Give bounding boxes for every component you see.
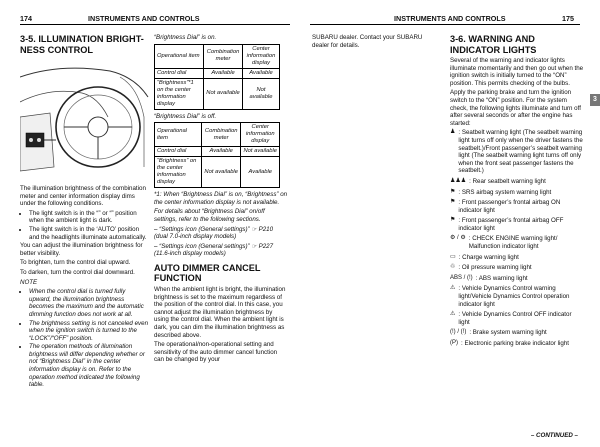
- reference-link[interactable]: – “Settings icon (General settings)” ☞ P227 (11.6-inch display models): [154, 242, 274, 258]
- carryover-paragraph: SUBARU dealer. Contact your SUBARU dealer for details.: [312, 34, 423, 49]
- passenger-airbag-on-icon: ⚑: [450, 199, 456, 206]
- auto-dimmer-paragraph-2: The operational/non-operational setting and sensitivity of the auto dimmer cancel function can be changed by your: [154, 341, 278, 364]
- list-item: [450, 129, 584, 175]
- table-header: Center information display: [241, 123, 280, 147]
- conditions-list: [20, 210, 148, 241]
- list-item: [450, 178, 584, 186]
- list-item: [450, 254, 584, 262]
- brake-icon: (!) / (!): [450, 329, 467, 336]
- parking-brake-icon: (P): [450, 340, 458, 346]
- light-description: : Rear seatbelt warning light: [469, 177, 546, 185]
- table-header: Combination meter: [201, 123, 241, 147]
- intro-paragraph-2: Apply the parking brake and turn the ignition switch to the “ON” position. For the system check, the following lights illuminate and turn off after several seconds or after the engine has started:: [450, 89, 581, 127]
- light-description: : Vehicle Dynamics Control warning light/Vehicle Dynamics Control operation indicator light: [458, 285, 570, 308]
- abs-icon: ABS / (!): [450, 274, 473, 281]
- table-cell: Not available: [243, 78, 280, 109]
- table-cell: Available: [241, 157, 280, 188]
- light-description: : Charge warning light: [458, 253, 519, 261]
- charge-icon: ▭: [450, 253, 456, 260]
- table-off-caption: “Brightness Dial” is off.: [154, 112, 217, 120]
- seatbelt-icon: ♟: [450, 129, 456, 136]
- subsection-title: AUTO DIMMER CANCEL FUNCTION: [154, 262, 261, 284]
- dashboard-illustration: [20, 57, 150, 185]
- list-item: • The light switch is in the “” or “” position when the ambient light is dark.: [29, 210, 148, 225]
- list-item: [450, 264, 584, 272]
- list-item: [450, 189, 584, 197]
- table-cell: Available: [243, 68, 280, 78]
- right-column: [154, 34, 288, 366]
- table-cell: Not available: [201, 157, 241, 188]
- brightness-dial-off-table: [154, 122, 280, 188]
- table-cell: “Brightness” on the center information display: [155, 157, 202, 188]
- left-column: [20, 34, 148, 390]
- table-cell: Not available: [241, 147, 280, 157]
- list-item: • The light switch is in the ‘AUTO’ position and the headlights illuminate automatically.: [29, 226, 148, 241]
- light-description: : Vehicle Dynamics Control OFF indicator light: [458, 311, 572, 326]
- list-item: [450, 275, 584, 283]
- page-number: 175: [562, 14, 574, 23]
- intro-paragraph: The illumination brightness of the combination meter and center information display dims under the following conditions.: [20, 185, 146, 208]
- list-item: [450, 235, 584, 250]
- auto-dimmer-paragraph: When the ambient light is bright, the illumination brightness is set to the maximum regardless of the position of the control dial. In this case, you cannot adjust the illumination brightness by using the control dial. When the ambient light is dark, you can dim the illumination brightness as described above.: [154, 285, 286, 339]
- light-description: : ABS warning light: [475, 274, 528, 282]
- table-header: Operational item: [155, 123, 202, 147]
- vdc-icon: ⚠: [450, 285, 456, 292]
- oil-pressure-icon: ♲: [450, 264, 456, 271]
- darken-paragraph: To darken, turn the control dial downward.: [20, 268, 135, 276]
- table-cell: Control dial: [155, 68, 204, 78]
- light-description: : Front passenger’s frontal airbag ON indicator light: [458, 199, 561, 214]
- table-cell: Available: [204, 68, 243, 78]
- footnote: *1: When “Brightness Dial” is on, “Brightness” on the center information display is not available.: [154, 191, 288, 206]
- table-header: Operational item: [155, 44, 204, 68]
- header-rule: [20, 24, 290, 25]
- light-description: : Front passenger’s frontal airbag OFF indicator light: [458, 217, 564, 232]
- airbag-icon: ⚑: [450, 188, 456, 195]
- section-title: 3-6. WARNING AND INDICATOR LIGHTS: [450, 34, 537, 55]
- note-label: NOTE: [20, 278, 38, 286]
- table-header: Center information display: [243, 44, 280, 68]
- list-item: [450, 311, 584, 326]
- right-column: [450, 34, 584, 351]
- left-column: [312, 34, 438, 51]
- light-description: : Electronic parking brake indicator light: [461, 340, 569, 347]
- list-item: [450, 199, 584, 214]
- list-item: [450, 340, 584, 348]
- continued-label: – CONTINUED –: [530, 432, 578, 439]
- passenger-airbag-off-icon: ⚑: [450, 217, 456, 224]
- header-rule: [310, 24, 580, 25]
- rear-seatbelt-icon: ♟♟♟: [450, 177, 467, 184]
- table-cell: “Brightness”*1 on the center information display: [155, 78, 204, 109]
- check-engine-icon: ⚙ / ⚙: [450, 235, 466, 242]
- adjust-paragraph: You can adjust the illumination brightness for better visibility.: [20, 242, 143, 257]
- light-description: : CHECK ENGINE warning light/ Malfunction indicator light: [468, 235, 558, 251]
- reference-link[interactable]: – “Settings icon (General settings)” ☞ P210 (dual 7.0-inch display models): [154, 225, 274, 241]
- list-item: [450, 285, 584, 308]
- instrument-panel-drawing: [20, 57, 150, 177]
- light-description: : SRS airbag system warning light: [458, 188, 552, 196]
- list-item: [450, 217, 584, 232]
- table-header: Combination meter: [204, 44, 243, 68]
- list-item: • When the control dial is turned fully upward, the illumination brightness becomes the maximum and the automatic dimming function does not work at all.: [29, 288, 148, 318]
- vdc-off-icon: ⚠: [450, 311, 456, 318]
- intro-paragraph: Several of the warning and indicator lights illuminate momentarily and then go out when the ignition switch is initially turned to the “ON” position. This permits checking of the bulbs.: [450, 57, 584, 87]
- list-item: • The operation methods of illumination brightness will differ depending whether or not “Brightness Dial” in the center information display is on. Refer to the operation method indicated the following table.: [29, 343, 148, 389]
- table-cell: Control dial: [155, 147, 202, 157]
- light-description: : Brake system warning light: [469, 329, 547, 337]
- page-number: 174: [20, 14, 32, 23]
- light-description: : Seatbelt warning light (The seatbelt warning light turns off only when the driver fastens the seatbelt.)/Front passenger’s seatbelt warning light (The seatbelt warning light turns off only when the front seat passenger fastens the seatbelt.): [458, 129, 583, 175]
- warning-lights-list: [450, 129, 584, 347]
- note-list: [20, 288, 148, 389]
- table-cell: Available: [201, 147, 241, 157]
- brighten-paragraph: To brighten, turn the control dial upward.: [20, 259, 131, 267]
- running-header: INSTRUMENTS AND CONTROLS: [394, 14, 506, 23]
- right-page: [300, 0, 600, 447]
- table-on-caption: “Brightness Dial” is on.: [154, 34, 217, 41]
- details-paragraph: For details about “Brightness Dial” on/off settings, refer to the following sections.: [154, 208, 265, 223]
- section-title: 3-5. ILLUMINATION BRIGHT- NESS CONTROL: [20, 34, 144, 55]
- running-header: INSTRUMENTS AND CONTROLS: [88, 14, 200, 23]
- light-description: : Oil pressure warning light: [458, 264, 532, 272]
- list-item: • The brightness setting is not canceled even when the ignition switch is turned to the “LOCK”/“OFF” position.: [29, 320, 148, 343]
- chapter-tab: 3: [590, 94, 600, 106]
- brightness-dial-on-table: [154, 44, 280, 110]
- list-item: [450, 329, 584, 337]
- table-cell: Not available: [204, 78, 243, 109]
